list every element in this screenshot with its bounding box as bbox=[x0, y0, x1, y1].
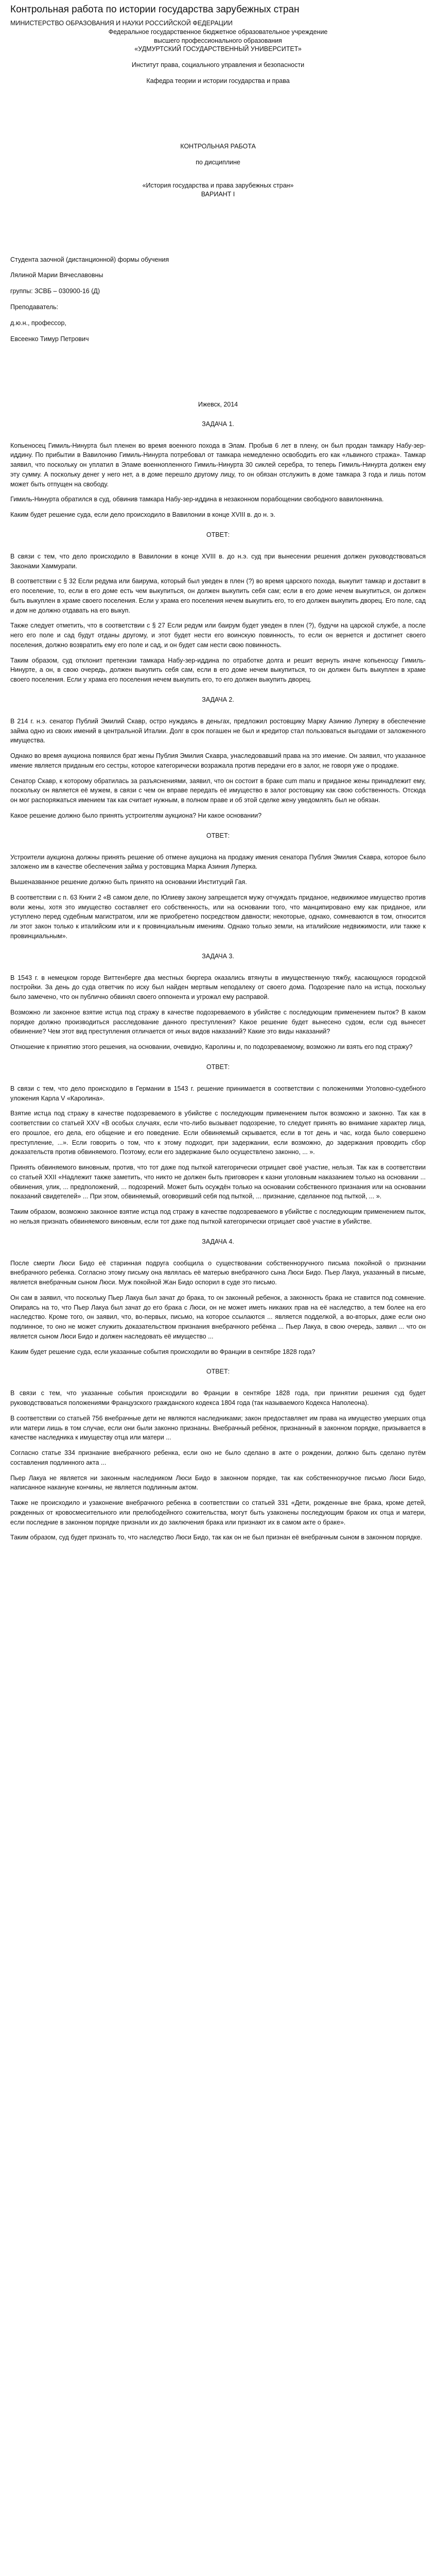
task-paragraph: Каким будет решение суда, если дело происходило в Вавилонии в конце XVIII в. до н. э. bbox=[10, 511, 275, 519]
institute-name: Институт права, социального управления и безопасности bbox=[131, 61, 305, 69]
task-paragraph: После смерти Люси Бидо её старинная подруга сообщила о существовании собственноручного письма покойной о признании внебрачного ребенка. Согласно этому письму она являлась её матерью внебрачного сына Люси Бидо. Пьер Лакуа, указанный в письме, является внебрачным сыном Люси. Муж покойной Жан Бидо оспорил в суде это письмо. bbox=[10, 1259, 426, 1286]
answer-heading: ОТВЕТ: bbox=[206, 1368, 230, 1376]
student-group: группы: ЗСВБ – 030900-16 (Д) bbox=[10, 287, 100, 295]
task-paragraph: Возможно ли законное взятие истца под стражу в качестве подозреваемого в убийстве с последующим применением пыток? В каком порядке должно производиться расследование данного преступления? Какое решение будет вынесено судом, если суд вынесет обвинение? Чем этот вид преступления отличается от иных видов наказаний? Какие это виды наказаний? bbox=[10, 1008, 426, 1036]
answer-paragraph: В связи с тем, что указанные события происходили во Франции в сентябре 1828 года, при принятии решения суд будет руководствоваться положениями Французского гражданского кодекса 1804 года (так называемого Кодекса Наполеона). bbox=[10, 1389, 426, 1407]
answer-paragraph: В связи с тем, что дело происходило в Вавилонии в конце XVIII в. до н.э. суд при вынесении решения должен руководствоваться Законами Хаммурапи. bbox=[10, 552, 426, 570]
department-name: Кафедра теории и истории государства и права bbox=[146, 77, 290, 85]
task-paragraph: В 214 г. н.э. сенатор Публий Эмилий Скавр, остро нуждаясь в деньгах, предложил ростовщику Марку Азинию Луперку в обеспечение займа одно из своих имений в центральной Италии. Долг в срок погашен не был и кредитор стал пользоваться выгодами от заложенного имущества. bbox=[10, 717, 426, 744]
university-name: «УДМУРТСКИЙ ГОСУДАРСТВЕННЫЙ УНИВЕРСИТЕТ» bbox=[134, 45, 302, 53]
city-year: Ижевск, 2014 bbox=[198, 400, 238, 408]
answer-heading: ОТВЕТ: bbox=[206, 1063, 230, 1071]
institution-line-1: Федеральное государственное бюджетное образовательное учреждение bbox=[108, 28, 328, 36]
answer-paragraph: Взятие истца под стражу в качестве подозреваемого в убийстве с последующим применением пыток возможно и законно. Так как в соответствии со статьей XXV «В особых случаях, если что-либо вызывает подозрение, то следует принять во внимание характер лица, его прошлое, его дела, его общение и его поведение. Если обвиняемый скрывается, если в тот день и час, когда было совершено преступление, ...». Если говорить о том, что к этому подходит, при задержании, если возможно, до задержания проводить сбор доказательств против обвиняемого. Поэтому, если его задержание было осуществлено законно, ... ». bbox=[10, 1110, 426, 1156]
answer-heading: ОТВЕТ: bbox=[206, 832, 230, 839]
task-section bbox=[10, 953, 426, 1227]
task-section bbox=[10, 420, 426, 685]
answer-paragraph: Пьер Лакуа не является ни законным наследником Люси Бидо в законном порядке, так как собственноручное письмо Люси Бидо, написанное накануне кончины, не является подлинным актом. bbox=[10, 1474, 426, 1492]
task-paragraph: Сенатор Скавр, к которому обратилась за разъяснениями, заявил, что он состоит в браке cum manu и приданое жены принадлежит ему, поскольку он является её мужем, в связи с чем он вправе передать её имущество в залог ростовщику как свою собственность. Отсюда он мог распоряжаться имением так как считает нужным, в полном праве и об этой сделке жену уведомлять был не обязан. bbox=[10, 777, 426, 804]
student-name: Лялиной Марии Вячеславовны bbox=[10, 272, 103, 279]
answer-paragraph: Таким образом, суд будет признать то, что наследство Люси Бидо, так как он не был признан её внебрачным сыном в законном порядке. bbox=[10, 1534, 423, 1541]
variant: ВАРИАНТ I bbox=[201, 190, 235, 198]
answer-paragraph: Таким образом, суд отклонит претензии тамкара Набу-зер-иддина по отработке долга и решит вернуть иначе копьеносцу Гимиль-Нинурте, а он, в свою очередь, должен выкупить себя сам, если в его доме нечем выкупиться, то он должен быть выкуплен в храме своего поселения. Если у храма его поселения нечем выкупить его, то его должен выкупить дворец. bbox=[10, 656, 426, 684]
task-paragraph: Он сам в заявил, что поскольку Пьер Лакуа был зачат до брака, то он законный ребенок, а законность брака не ставится под сомнение. Опираясь на то, что Пьер Лакуа был зачат до его брака с Люси, он не может иметь никаких прав на её наследство, а тем более на его наследство. Кроме того, он заявил, что, во-первых, письмо, на которое ссылаются ... является подделкой, а во-вторых, даже если оно подлинное, то оно не может служить доказательством признания внебрачного ребёнка ... Пьер Лакуа, в свою очередь, заявил ... что он является сыном Люси Бидо и должен наследовать её имущество ... bbox=[10, 1294, 426, 1340]
answer-paragraph: В соответствии с § 32 Если редума или баирума, который был уведен в плен (?) во время царского похода, выкупит тамкар и доставит в его поселение, то, если в его доме есть чем выкупиться, он должен выкупить себя сам; если в его доме нечем выкупиться, он должен быть выкуплен в храме своего поселения. Если у храма его поселения нечем выкупить его, то его должен выкупить дворец. Его поле, сад и дом не должно отдавать на его выкуп. bbox=[10, 578, 426, 614]
answer-paragraph: Таким образом, возможно законное взятие истца под стражу в качестве подозреваемого в убийстве с последующим применением пыток, но нельзя признать обвиняемого виновным, если тот даже под пыткой категорически отрицает своё участие в убийстве. bbox=[10, 1208, 426, 1225]
task-paragraph: Гимиль-Нинурта обратился в суд, обвинив тамкара Набу-зер-иддина в незаконном порабощении свободного вавилонянина. bbox=[10, 496, 384, 503]
by-discipline: по дисциплине bbox=[196, 158, 240, 166]
task-section bbox=[10, 1238, 426, 1543]
answer-paragraph: Вышеназванное решение должно быть принято на основании Институций Гая. bbox=[10, 878, 247, 886]
task-section bbox=[10, 696, 426, 941]
answer-paragraph: В соответствии со статьей 756 внебрачные дети не являются наследниками; закон предоставляет им права на имущество умерших отца или матери лишь в том случае, если они были законно признаны. Внебрачный ребёнок, признанный в законном порядке, призывается в качестве наследника к имуществу отца или матери ... bbox=[10, 1414, 426, 1442]
answer-paragraph: Также не происходило и узаконение внебрачного ребенка в соответствии со статьей 331 «Дети, рожденные вне брака, кроме детей, рожденных от кровосмесительного или прелюбодейного сожительства, могут быть узаконены последующим браком их отца и матери, если последние в законном порядке признали их до заключения брака или признают их в самом акте о браке». bbox=[10, 1499, 426, 1526]
teacher-degree: д.ю.н., профессор, bbox=[10, 319, 66, 327]
page-title: Контрольная работа по истории государства зарубежных стран bbox=[10, 4, 300, 15]
teacher-label: Преподаватель: bbox=[10, 303, 59, 311]
answer-paragraph: Устроители аукциона должны принять решение об отмене аукциона на продажу имения сенатора Публия Эмилия Скавра, которое было заложено им в качестве обеспечения займа у ростовщика Марка Азиния Луперка. bbox=[10, 853, 426, 871]
answer-paragraph: Также следует отметить, что в соответствии с § 27 Если редум или баирум будет уведен в плен (?), будучи на царской службе, а после него его поле и сад будут отданы другому, и этот будет нести его воинскую повинность, то если он вернется и достигнет своего поселения, должно возвратить ему его поле и сад, и он будет сам нести свою повинность. bbox=[10, 622, 426, 649]
task-paragraph: В 1543 г. в немецком городе Виттенберге два местных бюргера оказались втянуты в имущественную тяжбу, касающуюся городской постройки. За день до суда ответчик по иску был найден мертвым неподалеку от своего дома. Подозрение пало на истца, поскольку было замечено, что он публично обвинял своего оппонента и угрожал ему расправой. bbox=[10, 974, 426, 1001]
task-paragraph: Каким будет решение суда, если указанные события происходили во Франции в сентябре 1828 года? bbox=[10, 1348, 316, 1355]
task-paragraph: Какое решение должно было принять устроителям аукциона? Ни какое основании? bbox=[10, 811, 262, 819]
answer-paragraph: Согласно статье 334 признание внебрачного ребенка, если оно не было сделано в акте о рождении, должно быть сделано путём составления подлинного акта ... bbox=[10, 1449, 426, 1466]
task-paragraph: Копьеносец Гимиль-Нинурта был пленен во время военного похода в Элам. Пробыв 6 лет в плену, он был продан тамкару Набу-зер-иддину. По прибытии в Вавилонию Гимиль-Нинурта потребовал от тамкара немедленно освободить его как «львиного стража». Тамкар заявил, что поскольку он уплатил в Эламе военнопленного Гимиль-Нинурта 30 сиклей серебра, то теперь Гимиль-Нинурта должен ему эту сумму. А поскольку денег у него нет, а в доме перешло другому лицу, то он обязан отслужить в доме тамкара 3 года и лишь потом может быть отпущен на свободу. bbox=[10, 442, 426, 488]
student-form: Студента заочной (дистанционной) формы обучения bbox=[10, 256, 169, 263]
answer-heading: ОТВЕТ: bbox=[206, 531, 230, 538]
task-heading: ЗАДАЧА 4. bbox=[202, 1238, 234, 1245]
institution-line-2: высшего профессионального образования bbox=[154, 37, 282, 44]
tasks-container bbox=[10, 420, 426, 1543]
ministry-line: МИНИСТЕРСТВО ОБРАЗОВАНИЯ И НАУКИ РОССИЙСКОЙ ФЕДЕРАЦИИ bbox=[10, 19, 233, 27]
task-heading: ЗАДАЧА 3. bbox=[202, 952, 234, 960]
task-heading: ЗАДАЧА 1. bbox=[202, 420, 234, 428]
task-heading: ЗАДАЧА 2. bbox=[202, 696, 234, 703]
discipline-name: «История государства и права зарубежных стран» bbox=[142, 181, 294, 189]
teacher-name: Евсеенко Тимур Петрович bbox=[10, 335, 89, 343]
answer-paragraph: Принять обвиняемого виновным, против, что тот даже под пыткой категорически отрицает своё участие, нельзя. Так как в соответствии со статьей XXII «Надлежит также заметить, что никто не должен быть приговорен к казни уголовным наказанием только на основании ... обвинения, улик, ... предположений, ... подозрений. Может быть осуждён только на основании собственного признания или на основании показаний свидетелей» ... При этом, обвиняемый, оговоривший себя под пыткой, ... признание, сделанное под пыткой, ... ». bbox=[10, 1164, 426, 1200]
task-paragraph: Отношение к принятию этого решения, на основании, очевидно, Каролины и, по подозреваемому, возможно ли взять его под стражу? bbox=[10, 1043, 413, 1051]
answer-paragraph: В соответствии с п. 63 Книги 2 «В самом деле, по Юлиеву закону запрещается мужу отчуждать приданое, недвижимое имущество против воли жены, хотя это имущество составляет его собственность, или на основании того, что манципировано ему как приданое, или уступлено перед судебным магистратом, или же приобретено посредством давности; некоторые, однако, сомневаются в том, относится ли этот закон только к италийским или и к провинциальным имениям. Однако только земли, на италийские недвижимости, или также к провинциальным». bbox=[10, 893, 426, 940]
answer-paragraph: В связи с тем, что дело происходило в Германии в 1543 г. решение принимается в соответствии с положениями Уголовно-судебного уложения Карла V «Каролина». bbox=[10, 1084, 426, 1102]
task-paragraph: Однако во время аукциона появился брат жены Публия Эмилия Скавра, унаследовавший права на это имение. Он заявил, что указанное имение является приданым его сестры, которое категорически возражала против передачи его в залог, не говоря уже о продаже. bbox=[10, 752, 426, 769]
work-type: КОНТРОЛЬНАЯ РАБОТА bbox=[180, 143, 256, 150]
